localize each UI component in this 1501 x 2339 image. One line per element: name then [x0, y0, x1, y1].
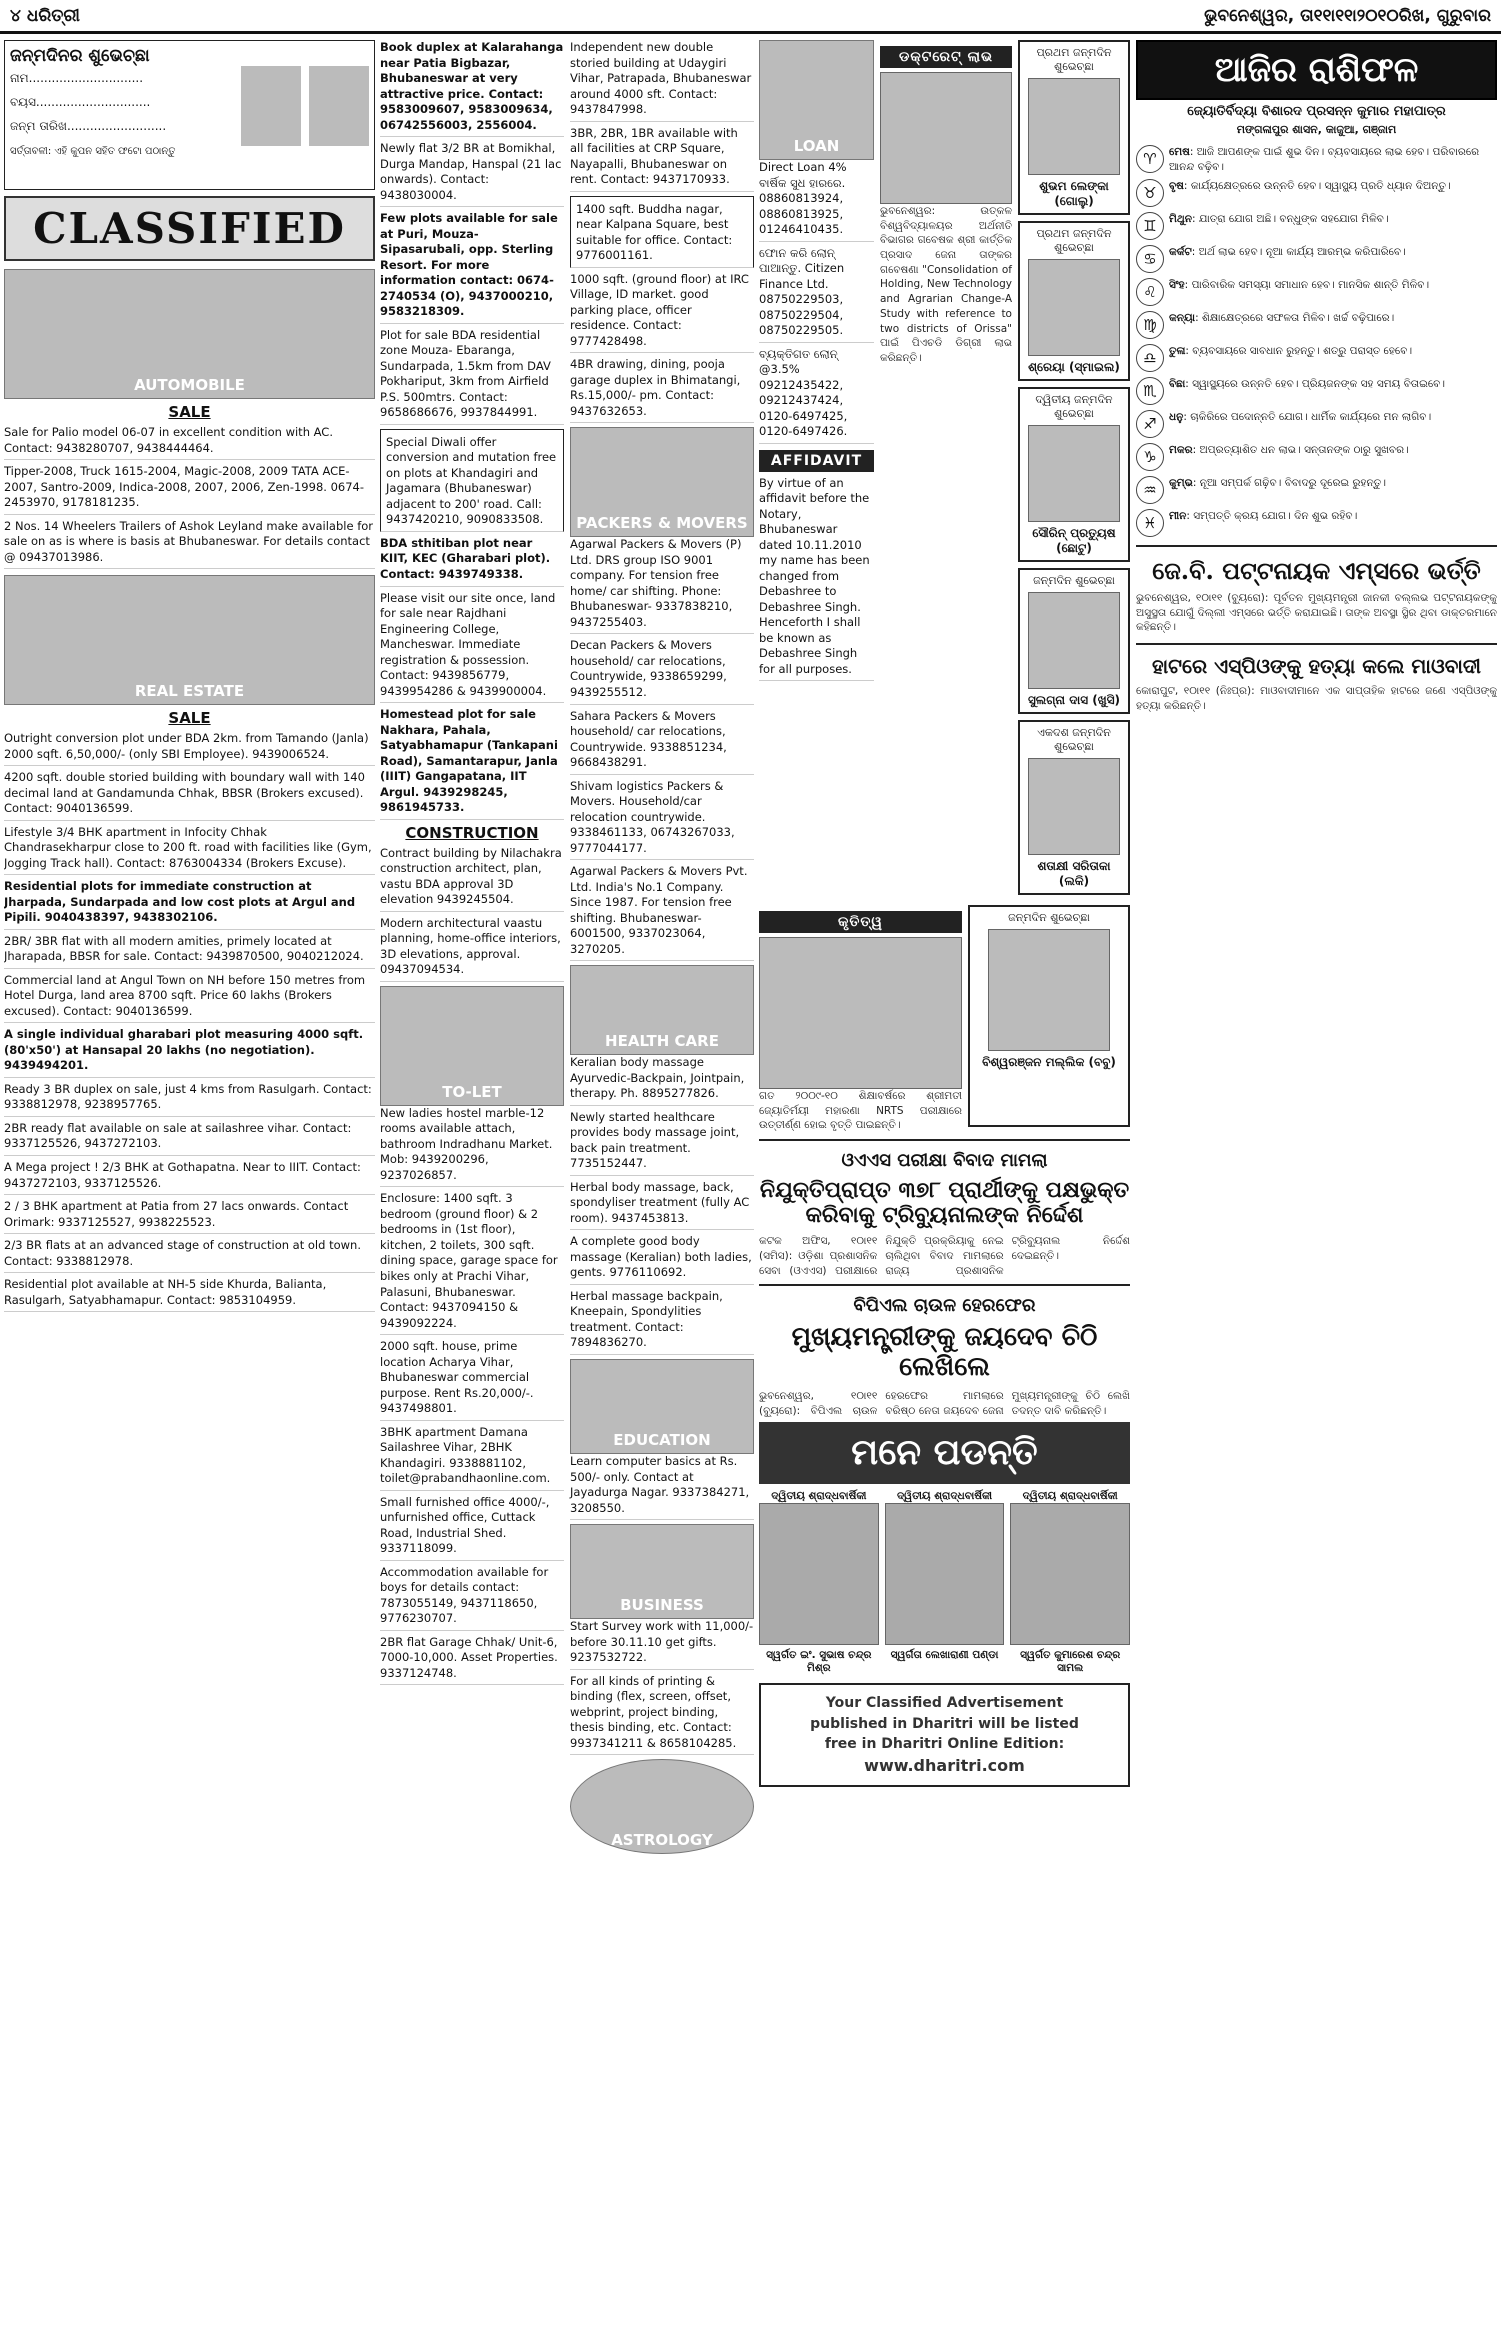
memorial-photo	[885, 1503, 1005, 1645]
wish-name: ଶତାକ୍ଷୀ ସରିତାକା (ଲକି)	[1037, 859, 1111, 888]
classified-ad: Herbal massage backpain, Kneepain, Spondylities treatment. Contact: 7894836270.	[570, 1289, 754, 1355]
affidavit-text: By virtue of an affidavit before the Notary, Bhubaneswar dated 10.11.2010 my name has been changed from Debashree to Debashree Singh. Henceforth I shall be known as Debashree Singh for all purposes.	[759, 476, 874, 682]
classified-ad: 3BR, 2BR, 1BR available with all facilities at CRP Square, Nayapalli, Bhubaneswar on rent. Contact: 9437170933.	[570, 126, 754, 192]
zodiac-name: ଧନୁ	[1169, 411, 1184, 424]
news-jb-patnaik	[1136, 545, 1497, 635]
rashifal-item	[1136, 145, 1497, 174]
page-header	[0, 0, 1501, 34]
coupon-field-age: ବୟସ..............................	[10, 95, 151, 109]
classified-ad: Accommodation available for boys for details contact: 7873055149, 9437118650, 9776230707.	[380, 1565, 564, 1631]
col2-left	[380, 40, 564, 1854]
classified-ad: Sale for Palio model 06-07 in excellent condition with AC. Contact: 9438280707, 9438444464.	[4, 425, 375, 460]
rashifal-text-wrap: ସିଂହ: ପାରିବାରିକ ସମସ୍ୟା ସମାଧାନ ହେବ। ମାନସିକ ଶାନ୍ତି ମିଳିବ।	[1169, 279, 1430, 292]
banner-url[interactable]: www.dharitri.com	[864, 1756, 1025, 1776]
classified-ad: 2 / 3 BHK apartment at Patia from 27 lacs onwards. Contact Orimark: 9337125527, 9938225523.	[4, 1199, 375, 1234]
zodiac-name: ମେଷ	[1169, 146, 1190, 158]
online-edition-banner	[759, 1683, 1130, 1787]
business-image	[570, 1524, 754, 1619]
headline: ନିଯୁକ୍ତିପ୍ରାପ୍ତ ୩୭୮ ପ୍ରାର୍ଥୀଙ୍କୁ ପକ୍ଷଭୁକ୍ତ କରିବାକୁ ଟ୍ରିବ୍ୟୁନାଲଙ୍କ ନିର୍ଦ୍ଦେଶ	[759, 1176, 1130, 1229]
memorial-item	[885, 1490, 1005, 1675]
birthday-wish	[1018, 387, 1130, 562]
headline-kicker: ବିପିଏଲ ଚାଉଳ ହେରଫେର	[853, 1295, 1036, 1317]
construction-heading: CONSTRUCTION	[405, 823, 539, 842]
classified-ad: 2000 sqft. house, prime location Acharya Vihar, Bhubaneswar commercial purpose. Rent Rs.20,000/-. 9437498801.	[380, 1339, 564, 1421]
zodiac-icon: ♋	[1136, 245, 1164, 273]
wish-title: ଜନ୍ମଦିନ ଶୁଭେଚ୍ଛା	[1008, 911, 1090, 924]
news-body: କଟକ ଅଫିସ, ୧୦ା୧୧ (ସମିସ): ଓଡ଼ିଶା ପ୍ରଶାସନିକ ସେବା (ଓଏଏସ) ପରୀକ୍ଷାରେ ନିଯୁକ୍ତି ପ୍ରକ୍ରିୟାକୁ ନେଇ ଚାଲିଥିବା ବିବାଦ ମାମଲାରେ ରାଜ୍ୟ ପ୍ରଶାସନିକ ଟ୍ରିବ୍ୟୁନାଲ ନିର୍ଦ୍ଦେଶ ଦେଇଛନ୍ତି।	[759, 1235, 1130, 1277]
loan-label: LOAN	[793, 137, 840, 155]
memorial-item	[1010, 1490, 1130, 1675]
classified-ad: Commercial land at Angul Town on NH before 150 metres from Hotel Durga, land area 8700 sqft. Price 60 lakhs (Brokers excused). Contact: 9040136599.	[4, 973, 375, 1024]
health-care-image	[570, 965, 754, 1055]
rashifal-text: ସ୍ୱାସ୍ଥ୍ୟରେ ଉନ୍ନତି ହେବ। ପ୍ରିୟଜନଙ୍କ ସହ ସମୟ ବିତାଇବେ।	[1192, 378, 1445, 391]
classified-ad: For all kinds of printing & binding (flex, screen, offset, webprint, project binding, thesis binding, etc. Contact: 9937341211 & 8658104285.	[570, 1674, 754, 1756]
doctorate-text: ଭୁବନେଶ୍ୱର: ଉତ୍କଳ ବିଶ୍ୱବିଦ୍ୟାଳୟର ଅର୍ଥନୀତି ବିଭାଗର ଗବେଷକ ଶ୍ରୀ କାର୍ତ୍ତିକ ପ୍ରସାଦ ଜେନା ତାଙ୍କର ଗବେଷଣା "Consolidation of Holding, New Technology and Agrarian Change-A Study with reference to two districts of Orissa" ପାଇଁ ପିଏଚଡି ଡିଗ୍ରୀ ଲାଭ କରିଛନ୍ତି।	[880, 205, 1012, 364]
rashifal-text-wrap: ତୁଳା: ବ୍ୟବସାୟରେ ସାବଧାନ ରୁହନ୍ତୁ। ଶତ୍ରୁ ପରାସ୍ତ ହେବେ।	[1169, 345, 1413, 358]
to-let-image	[380, 986, 564, 1106]
classified-ad: Book duplex at Kalarahanga near Patia Bigbazar, Bhubaneswar at very attractive price. Contact: 9583009607, 9583009634, 06742556003, 2556004.	[380, 40, 564, 137]
zodiac-name: ମିଥୁନ	[1169, 213, 1192, 226]
zodiac-icon: ♈	[1136, 145, 1164, 173]
classified-ad: Agarwal Packers & Movers (P) Ltd. DRS group ISO 9001 company. For tension free home/ car shifting. Phone: Bhubaneswar- 9337838210, 9437255403.	[570, 537, 754, 634]
rashifal-text: କାର୍ଯ୍ୟକ୍ଷେତ୍ରରେ ଉନ୍ନତି ହେବ। ସ୍ୱାସ୍ଥ୍ୟ ପ୍ରତି ଧ୍ୟାନ ଦିଅନ୍ତୁ।	[1190, 180, 1451, 193]
classified-ad: Lifestyle 3/4 BHK apartment in Infocity Chhak Chandrasekharpur close to 200 ft. road with facilities like (Gym, Jogging Track hall). Contact: 8763004334 (Brokers Excuse).	[4, 825, 375, 876]
real-estate-image	[4, 575, 375, 705]
wish-title: ପ୍ରଥମ ଜନ୍ମଦିନ ଶୁଭେଚ୍ଛା	[1036, 227, 1112, 254]
zodiac-icon: ♎	[1136, 344, 1164, 372]
headline: ମୁଖ୍ୟମନ୍ତ୍ରୀଙ୍କୁ ଜୟଦେବ ଚିଠି ଲେଖିଲେ	[791, 1322, 1098, 1382]
zodiac-name: ମକର	[1169, 444, 1193, 457]
rashifal-text: ବ୍ୟବସାୟରେ ସାବଧାନ ରୁହନ୍ତୁ। ଶତ୍ରୁ ପରାସ୍ତ ହେବେ।	[1192, 345, 1413, 358]
headline: ହାଟରେ ଏସ୍‌ପିଓଙ୍କୁ ହତ୍ୟା କଲେ ମାଓବାଦୀ	[1151, 654, 1482, 679]
classified-ad: Homestead plot for sale Nakhara, Pahala, Satyabhamapur (Tankapani Road), Samantarapur, Janla (IIIT) Gangapatana, IIT Argul. 9439298245, 9861945733.	[380, 707, 564, 820]
classified-ad: 3BHK apartment Damana Sailashree Vihar, 2BHK Khandagiri. 9338881102, toilet@prabandhaonline.com.	[380, 1425, 564, 1491]
classified-ad: Direct Loan 4% ବାର୍ଷିକ ସୁଧ ହାରରେ. 08860813924, 08860813925, 01246410435.	[759, 160, 874, 242]
rashifal-text-wrap: ବୃଷ: କାର୍ଯ୍ୟକ୍ଷେତ୍ରରେ ଉନ୍ନତି ହେବ। ସ୍ୱାସ୍ଥ୍ୟ ପ୍ରତି ଧ୍ୟାନ ଦିଅନ୍ତୁ।	[1169, 180, 1451, 193]
rashifal-item	[1136, 377, 1497, 405]
astrologer-name: ଜ୍ୟୋତିର୍ବିଦ୍ୟା ବିଶାରଦ ପ୍ରସନ୍ନ କୁମାର ମହାପାତ୍ର	[1187, 104, 1446, 119]
affidavit-heading: AFFIDAVIT	[759, 450, 874, 472]
astrology-image	[570, 1759, 754, 1854]
headline: ଜେ.ବି. ପଟ୍ଟନାୟକ ଏମ୍ସରେ ଭର୍ତ୍ତି	[1152, 556, 1481, 586]
classified-ad: Keralian body massage Ayurvedic-Backpain, Jointpain, therapy. Ph. 8895277826.	[570, 1055, 754, 1106]
classified-ad: Contract building by Nilachakra construction architect, plan, vastu BDA approval 3D elevation 9439245504.	[380, 846, 564, 912]
classified-ad: A complete good body massage (Keralian) both ladies, gents. 9776110692.	[570, 1234, 754, 1285]
education-image	[570, 1359, 754, 1454]
classified-ad: Ready 3 BR duplex on sale, just 4 kms from Rasulgarh. Contact: 9338812978, 9238957765.	[4, 1082, 375, 1117]
memorial-row	[759, 1490, 1130, 1675]
kritiva-heading: କୃତିତ୍ୱ	[759, 911, 962, 933]
classified-ad: 2BR ready flat available on sale at sailashree vihar. Contact: 9337125526, 9437272103.	[4, 1121, 375, 1156]
birthday-wish	[1018, 720, 1130, 895]
banner-line: Your Classified Advertisement	[825, 1695, 1064, 1712]
rashifal-text: ନୂଆ ସମ୍ପର୍କ ଗଢ଼ିବ। ବିବାଦରୁ ଦୂରେଇ ରୁହନ୍ତୁ।	[1199, 477, 1387, 490]
classified-ad: 4BR drawing, dining, pooja garage duplex in Bhimatangi, Rs.15,000/- pm. Contact: 9437632653.	[570, 357, 754, 423]
zodiac-icon: ♌	[1136, 278, 1164, 306]
banner-line: free in Dharitri Online Edition:	[824, 1735, 1065, 1752]
wish-photo	[1028, 425, 1120, 522]
classified-ad: Tipper-2008, Truck 1615-2004, Magic-2008, 2009 TATA ACE-2007, Santro-2009, Indica-2008, 2007, 2006, Zen-1998. 0674-2453970, 9178181235.	[4, 464, 375, 515]
memorial-tag: ଦ୍ୱିତୀୟ ଶ୍ରାଦ୍ଧବାର୍ଷିକୀ	[896, 1490, 993, 1503]
education-label: EDUCATION	[613, 1431, 711, 1449]
wishes-column	[1018, 40, 1130, 901]
column-classified-1	[4, 40, 375, 2335]
classified-ad: Special Diwali offer conversion and mutation free on plots at Khandagiri and Jagamara (Bhubaneswar) adjacent to 200' road. Call: 9437420210, 9090833508.	[380, 429, 564, 532]
rashifal-text-wrap: ମେଷ: ଆଜି ଆପଣଙ୍କ ପାଇଁ ଶୁଭ ଦିନ। ବ୍ୟବସାୟରେ ଲାଭ ହେବ। ପରିବାରରେ ଆନନ୍ଦ ବଢ଼ିବ।	[1169, 146, 1480, 173]
kritiva-text: ଗତ ୨୦୦୯-୧୦ ଶିକ୍ଷାବର୍ଷରେ ଶ୍ରୀମତୀ ଜ୍ୟୋତିର୍ମୟୀ ମହାରଣା NRTS ପରୀକ୍ଷାରେ ଉତ୍ତୀର୍ଣ୍ଣ ହୋଇ ବୃତ୍ତି ପାଇଛନ୍ତି।	[759, 1090, 962, 1132]
rashifal-text-wrap: କନ୍ୟା: ଶିକ୍ଷାକ୍ଷେତ୍ରରେ ସଫଳତା ମିଳିବ। ଖର୍ଚ୍ଚ ବଢ଼ିପାରେ।	[1169, 312, 1395, 325]
classified-ad: 2BR flat Garage Chhak/ Unit-6, 7000-10,000. Asset Properties. 9337124748.	[380, 1635, 564, 1686]
automobile-image	[4, 269, 375, 399]
memorial-photo	[1010, 1503, 1130, 1645]
classified-ad: BDA sthitiban plot near KIIT, KEC (Gharabari plot). Contact: 9439749338.	[380, 536, 564, 587]
banner-line: published in Dharitri will be listed	[810, 1715, 1079, 1732]
classified-ad: 1400 sqft. Buddha nagar, near Kalpana Square, best suitable for office. Contact: 9776001161.	[570, 196, 754, 268]
rashifal-text: ଯାତ୍ରା ଯୋଗ ଅଛି। ବନ୍ଧୁଙ୍କ ସହଯୋଗ ମିଳିବ।	[1198, 213, 1389, 226]
rashifal-text: ସମ୍ପତ୍ତି କ୍ରୟ ଯୋଗ। ଦିନ ଶୁଭ ରହିବ।	[1193, 510, 1358, 523]
classified-title: CLASSIFIED	[4, 196, 375, 261]
classified-ad: Residential plot available at NH-5 side Khurda, Balianta, Rasulgarh, Satyabhamapur. Contact: 9853104959.	[4, 1277, 375, 1312]
classified-ad: Modern architectural vaastu planning, home-office interiors, 3D elevations, approval. 09437094534.	[380, 916, 564, 982]
wish-name: ସୁଲଗ୍ନା ଦାସ (ଖୁସି)	[1027, 693, 1121, 707]
column-classified-2	[380, 40, 754, 2335]
memorial-name: ସ୍ୱର୍ଗତା ଲେଖାରାଣୀ ପଣ୍ଡା	[890, 1649, 999, 1662]
classified-ad: New ladies hostel marble-12 rooms available attach, bathroom Indradhanu Market. Mob: 9439200296, 9237026857.	[380, 1106, 564, 1188]
wish-photo	[988, 929, 1110, 1051]
memorial-photo	[759, 1503, 879, 1645]
rashifal-text-wrap: ମକର: ଅପ୍ରତ୍ୟାଶିତ ଧନ ଲାଭ। ସନ୍ତାନଙ୍କ ଠାରୁ ସୁଖବର।	[1169, 444, 1409, 457]
classified-ad: Decan Packers & Movers household/ car relocations, Countrywide, 9338659299, 9439255512.	[570, 638, 754, 704]
memorial-tag: ଦ୍ୱିତୀୟ ଶ୍ରାଦ୍ଧବାର୍ଷିକୀ	[771, 1490, 867, 1503]
birthday-wish	[1018, 221, 1130, 381]
rashifal-text: ଅପ୍ରତ୍ୟାଶିତ ଧନ ଲାଭ। ସନ୍ତାନଙ୍କ ଠାରୁ ସୁଖବର।	[1199, 444, 1409, 457]
rashifal-text-wrap: ଧନୁ: ଚାକିରିରେ ପଦୋନ୍ନତି ଯୋଗ। ଧାର୍ମିକ କାର୍ଯ୍ୟରେ ମନ ଲାଗିବ।	[1169, 411, 1432, 424]
birthday-wish	[1018, 568, 1130, 714]
classified-ad: 4200 sqft. double storied building with boundary wall with 140 decimal land at Gandamunda Chhak, BBSR (Brokers excused). Contact: 9040136599.	[4, 770, 375, 821]
coupon-photo-2	[309, 66, 369, 146]
rashifal-item	[1136, 245, 1497, 273]
wish-name: ଶ୍ରେୟା (ସ୍ମାଇଲ)	[1028, 360, 1120, 374]
rashifal-list	[1136, 145, 1497, 537]
classified-ad: 1000 sqft. (ground floor) at IRC Village, ID market. good parking place, officer residence. Contact: 9777428498.	[570, 272, 754, 354]
coupon-note: ସର୍ତ୍ତାବଳୀ: ଏହି କୁପନ ସହିତ ଫଟୋ ପଠାନ୍ତୁ	[10, 146, 176, 157]
business-label: BUSINESS	[620, 1596, 704, 1615]
rashifal-text-wrap: କର୍କଟ: ଅର୍ଥ ଲାଭ ହେବ। ନୂଆ କାର୍ଯ୍ୟ ଆରମ୍ଭ କରିପାରିବେ।	[1169, 246, 1406, 259]
wish-title: ଦ୍ୱିତୀୟ ଜନ୍ମଦିନ ଶୁଭେଚ୍ଛା	[1035, 393, 1113, 420]
real-estate-label: REAL ESTATE	[134, 682, 245, 701]
classified-ad: Learn computer basics at Rs. 500/- only. Contact at Jayadurga Nagar. 9337384271, 3208550.	[570, 1454, 754, 1520]
classified-ad: Herbal body massage, back, spondyliser treatment (fully AC room). 9437453813.	[570, 1180, 754, 1231]
news-maoist	[1136, 643, 1497, 713]
astrology-label: ASTROLOGY	[611, 1831, 713, 1850]
page-label: ୪ ଧରିତ୍ରୀ	[10, 5, 80, 26]
doctorate-column	[880, 40, 1012, 901]
rashifal-item	[1136, 410, 1497, 438]
classified-ad: Newly started healthcare provides body massage joint, back pain treatment. 7735152447.	[570, 1110, 754, 1176]
classified-ad: Newly flat 3/2 BR at Bomikhal, Durga Mandap, Hanspal (21 lac onwards). Contact: 9438030004.	[380, 141, 564, 207]
classified-ad: 2/3 BR flats at an advanced stage of construction at old town. Contact: 9338812978.	[4, 1238, 375, 1273]
wish-title: ଜନ୍ମଦିନ ଶୁଭେଚ୍ଛା	[1033, 574, 1115, 587]
dateline: ଭୁବନେଶ୍ୱର, ତା୧୧ା୧୧ା୨୦୧୦ରିଖ, ଗୁରୁବାର	[1204, 5, 1491, 26]
zodiac-icon: ♓	[1136, 509, 1164, 537]
classified-ad: A Mega project ! 2/3 BHK at Gothapatna. Near to IIIT. Contact: 9437272103, 9337125526.	[4, 1160, 375, 1195]
classified-ad: Few plots available for sale at Puri, Mouza- Sipasarubali, opp. Sterling Resort. For more information contact: 0674-2740534 (O), 9437000210, 9583218309.	[380, 211, 564, 324]
classified-ad: ଫୋନ କରି ଲୋନ୍ ପାଆନ୍ତୁ. Citizen Finance Ltd. 08750229503, 08750229504, 08750229505.	[759, 246, 874, 343]
rashifal-text-wrap: ମୀନ: ସମ୍ପତ୍ତି କ୍ରୟ ଯୋଗ। ଦିନ ଶୁଭ ରହିବ।	[1169, 510, 1358, 523]
zodiac-name: ବୃଷ	[1169, 180, 1184, 193]
classified-ad: Agarwal Packers & Movers Pvt. Ltd. India's No.1 Company. Since 1987. For tension free shifting. Bhubaneswar- 6001500, 9337023064, 3270205.	[570, 864, 754, 961]
classified-ad: Sahara Packers & Movers household/ car relocations, Countrywide. 9338851234, 9668438291.	[570, 709, 754, 775]
col2-right	[570, 40, 754, 1854]
loan-column	[759, 40, 874, 901]
classified-ad: Please visit our site once, land for sale near Rajdhani Engineering College, Mancheswar. Immediate registration & possession. Contact: 9439856779, 9439954286 & 9439900004.	[380, 591, 564, 704]
birthday-wish-kid	[968, 905, 1130, 1127]
wish-name: ଶୁଭମ ଲେଙ୍କା (ଗୋଲୁ)	[1039, 179, 1109, 208]
doctorate-photo	[880, 72, 1012, 204]
zodiac-icon: ♒	[1136, 476, 1164, 504]
rashifal-item	[1136, 179, 1497, 207]
astrologer-address: ମଙ୍ଗଳାପୁର ଶାସନ, କାଜୁଆ, ଗଞ୍ଜାମ	[1236, 123, 1397, 136]
coupon-photo-1	[241, 66, 301, 146]
news-bpl	[759, 1284, 1130, 1418]
classified-ad: 2BR/ 3BR flat with all modern amities, primely located at Jharapada, BBSR for sale. Contact: 9439870500, 9040212024.	[4, 934, 375, 969]
rashifal-title: ଆଜିର ରାଶିଫଳ	[1136, 40, 1497, 100]
zodiac-name: କୁମ୍ଭ	[1169, 477, 1193, 490]
rashifal-text: ଶିକ୍ଷାକ୍ଷେତ୍ରରେ ସଫଳତା ମିଳିବ। ଖର୍ଚ୍ଚ ବଢ଼ିପାରେ।	[1201, 312, 1395, 325]
automobile-label: AUTOMOBILE	[134, 376, 245, 394]
rashifal-item	[1136, 509, 1497, 537]
rashifal-text: ଚାକିରିରେ ପଦୋନ୍ନତି ଯୋଗ। ଧାର୍ମିକ କାର୍ଯ୍ୟରେ ମନ ଲାଗିବ।	[1190, 411, 1432, 424]
classified-ad: ବ୍ୟକ୍ତିଗତ ଲୋନ୍ @3.5% 09212435422, 09212437424, 0120-6497425, 0120-6497426.	[759, 347, 874, 444]
wish-title: ପ୍ରଥମ ଜନ୍ମଦିନ ଶୁଭେଚ୍ଛା	[1036, 46, 1112, 73]
wish-photo	[1028, 592, 1120, 689]
news-body: ଭୁବନେଶ୍ୱର, ୧୦ା୧୧ (ବ୍ୟୁରୋ): ବିପିଏଲ ଚାଉଳ ହେରଫେର ମାମଲାରେ ବରିଷ୍ଠ ନେତା ଜୟଦେବ ଜେନା ମୁଖ୍ୟମନ୍ତ୍ରୀଙ୍କୁ ଚିଠି ଲେଖି ତଦନ୍ତ ଦାବି କରିଛନ୍ତି।	[759, 1389, 1130, 1417]
memorial-name: ସ୍ୱର୍ଗତ ଇଂ. ସୁଭାଷ ଚନ୍ଦ୍ର ମିଶ୍ର	[766, 1649, 872, 1675]
zodiac-icon: ♊	[1136, 212, 1164, 240]
rashifal-text-wrap: ବିଛା: ସ୍ୱାସ୍ଥ୍ୟରେ ଉନ୍ନତି ହେବ। ପ୍ରିୟଜନଙ୍କ ସହ ସମୟ ବିତାଇବେ।	[1169, 378, 1445, 391]
rashifal-item	[1136, 278, 1497, 306]
zodiac-name: କନ୍ୟା	[1169, 312, 1196, 325]
rashifal-item	[1136, 476, 1497, 504]
mane-padanti-heading: ମନେ ପଡନ୍ତି	[759, 1422, 1130, 1484]
column-news	[759, 40, 1130, 2335]
zodiac-name: ସିଂହ	[1169, 279, 1185, 292]
memorial-item	[759, 1490, 879, 1675]
news-body: ଭୁବନେଶ୍ୱର, ୧୦ା୧୧ (ବ୍ୟୁରୋ): ପୂର୍ବତନ ମୁଖ୍ୟମନ୍ତ୍ରୀ ଜାନକୀ ବଲ୍ଲଭ ପଟ୍ଟନାୟକଙ୍କୁ ଅସୁସ୍ଥତା ଯୋଗୁଁ ଦିଲ୍ଲୀ ଏମ୍ସରେ ଭର୍ତ୍ତି କରାଯାଇଛି। ତାଙ୍କ ଅବସ୍ଥା ସ୍ଥିର ଥିବା ଡାକ୍ତରମାନେ କହିଛନ୍ତି।	[1136, 591, 1497, 634]
wish-photo	[1028, 259, 1120, 356]
classified-ad: Plot for sale BDA residential zone Mouza- Ebaranga, Sundarpada, 1.5km from DAV Pokhariput, 3km from Airfield P.S. 500mtrs. Contact: 9658686676, 9937844991.	[380, 328, 564, 425]
real-estate-sale-heading: SALE	[168, 709, 211, 728]
classified-ad: Residential plots for immediate construction at Jharpada, Sundarpada and low cost plots at Argul and Pipili. 9040438397, 9438302106.	[4, 879, 375, 930]
memorial-name: ସ୍ୱର୍ଗତ କୁମାରେଶ ଚନ୍ଦ୍ର ସାମଲ	[1020, 1649, 1121, 1675]
rashifal-text: ଅର୍ଥ ଲାଭ ହେବ। ନୂଆ କାର୍ଯ୍ୟ ଆରମ୍ଭ କରିପାରିବେ।	[1198, 246, 1406, 259]
rashifal-text-wrap: ମିଥୁନ: ଯାତ୍ରା ଯୋଗ ଅଛି। ବନ୍ଧୁଙ୍କ ସହଯୋଗ ମିଳିବ।	[1169, 213, 1389, 226]
zodiac-name: କର୍କଟ	[1169, 246, 1192, 259]
classified-ad: Start Survey work with 11,000/- before 30.11.10 get gifts. 9237532722.	[570, 1619, 754, 1670]
birthday-coupon	[4, 40, 375, 190]
rashifal-text-wrap: କୁମ୍ଭ: ନୂଆ ସମ୍ପର୍କ ଗଢ଼ିବ। ବିବାଦରୁ ଦୂରେଇ ରୁହନ୍ତୁ।	[1169, 477, 1387, 490]
column-rashifal	[1136, 40, 1497, 2335]
doctorate-heading: ଡକ୍ଟରେଟ୍ ଲାଭ	[880, 46, 1012, 68]
news-oas	[759, 1139, 1130, 1278]
to-let-label: TO-LET	[442, 1082, 502, 1101]
zodiac-icon: ♏	[1136, 377, 1164, 405]
zodiac-name: ମୀନ	[1169, 510, 1187, 523]
birthday-coupon-title: ଜନ୍ମଦିନର ଶୁଭେଚ୍ଛା	[10, 46, 150, 66]
wish-name: ବିଶ୍ୱରଞ୍ଜନ ମଲ୍ଲିକ (ବବୁ)	[982, 1055, 1116, 1069]
zodiac-icon: ♉	[1136, 179, 1164, 207]
zodiac-name: ବିଛା	[1169, 378, 1186, 391]
wish-photo	[1028, 78, 1120, 175]
rashifal-text: ପାରିବାରିକ ସମସ୍ୟା ସମାଧାନ ହେବ। ମାନସିକ ଶାନ୍ତି ମିଳିବ।	[1191, 279, 1430, 292]
packers-image	[570, 427, 754, 537]
rashifal-text: ଆଜି ଆପଣଙ୍କ ପାଇଁ ଶୁଭ ଦିନ। ବ୍ୟବସାୟରେ ଲାଭ ହେବ। ପରିବାରରେ ଆନନ୍ଦ ବଢ଼ିବ।	[1169, 146, 1480, 173]
coupon-field-name: ନାମ..............................	[10, 71, 144, 85]
headline-kicker: ଓଏଏସ ପରୀକ୍ଷା ବିବାଦ ମାମଲା	[841, 1150, 1048, 1172]
classified-ad: Enclosure: 1400 sqft. 3 bedroom (ground floor) & 2 bedrooms in (1st floor), kitchen, 2 toilets, 300 sqft. dining space, garage space for bikes only at Prachi Vihar, Palasuni, Bhubaneswar. Contact: 9437094150 & 9439092224.	[380, 1191, 564, 1335]
loan-image	[759, 40, 874, 160]
classified-ad: A single individual gharabari plot measuring 4000 sqft. (80'x50') at Hansapal 20 lakhs (no negotiation). 9439494201.	[4, 1027, 375, 1078]
zodiac-icon: ♑	[1136, 443, 1164, 471]
packers-label: PACKERS & MOVERS	[576, 514, 748, 533]
classified-ad: Outright conversion plot under BDA 2km. from Tamando (Janla) 2000 sqft. 6,50,000/- (only SBI Employee). 9439006524.	[4, 731, 375, 766]
rashifal-item	[1136, 443, 1497, 471]
classified-ad: Small furnished office 4000/-, unfurnished office, Cuttack Road, Industrial Shed. 9337118099.	[380, 1495, 564, 1561]
birthday-wish	[1018, 40, 1130, 215]
kritiva-box	[759, 905, 962, 1133]
rashifal-item	[1136, 311, 1497, 339]
automobile-sale-heading: SALE	[168, 403, 211, 421]
wish-title: ଏକଦଶ ଜନ୍ମଦିନ ଶୁଭେଚ୍ଛା	[1037, 726, 1111, 753]
coupon-field-dob: ଜନ୍ମ ତାରିଖ..........................	[10, 119, 167, 133]
zodiac-icon: ♐	[1136, 410, 1164, 438]
zodiac-name: ତୁଳା	[1169, 345, 1186, 358]
rashifal-item	[1136, 344, 1497, 372]
memorial-tag: ଦ୍ୱିତୀୟ ଶ୍ରାଦ୍ଧବାର୍ଷିକୀ	[1022, 1490, 1118, 1503]
classified-ad: Independent new double storied building at Udaygiri Vihar, Patrapada, Bhubaneswar around 4000 sft. Contact: 9437847998.	[570, 40, 754, 122]
classified-ad: Shivam logistics Packers & Movers. Household/car relocation countrywide. 9338461133, 06743267033, 9777044177.	[570, 779, 754, 861]
kritiva-photo	[759, 937, 962, 1089]
rashifal-item	[1136, 212, 1497, 240]
zodiac-icon: ♍	[1136, 311, 1164, 339]
wish-photo	[1028, 758, 1120, 855]
wish-name: ସୌରିନ୍ ପ୍ରତ୍ୟୁଷ (ଛୋଟୁ)	[1032, 526, 1116, 555]
classified-ad: 2 Nos. 14 Wheelers Trailers of Ashok Leyland make available for sale on as is where is basis at Bhubaneswar. For details contact @ 09437013986.	[4, 519, 375, 570]
news-body: କୋରାପୁଟ, ୧୦ା୧୧ (ନିଃପ୍ର): ମାଓବାଦୀମାନେ ଏକ ସାପ୍ତାହିକ ହାଟରେ ଜଣେ ଏସ୍‌ପିଓଙ୍କୁ ହତ୍ୟା କରିଛନ୍ତି।	[1136, 685, 1497, 712]
health-care-label: HEALTH CARE	[605, 1032, 719, 1051]
